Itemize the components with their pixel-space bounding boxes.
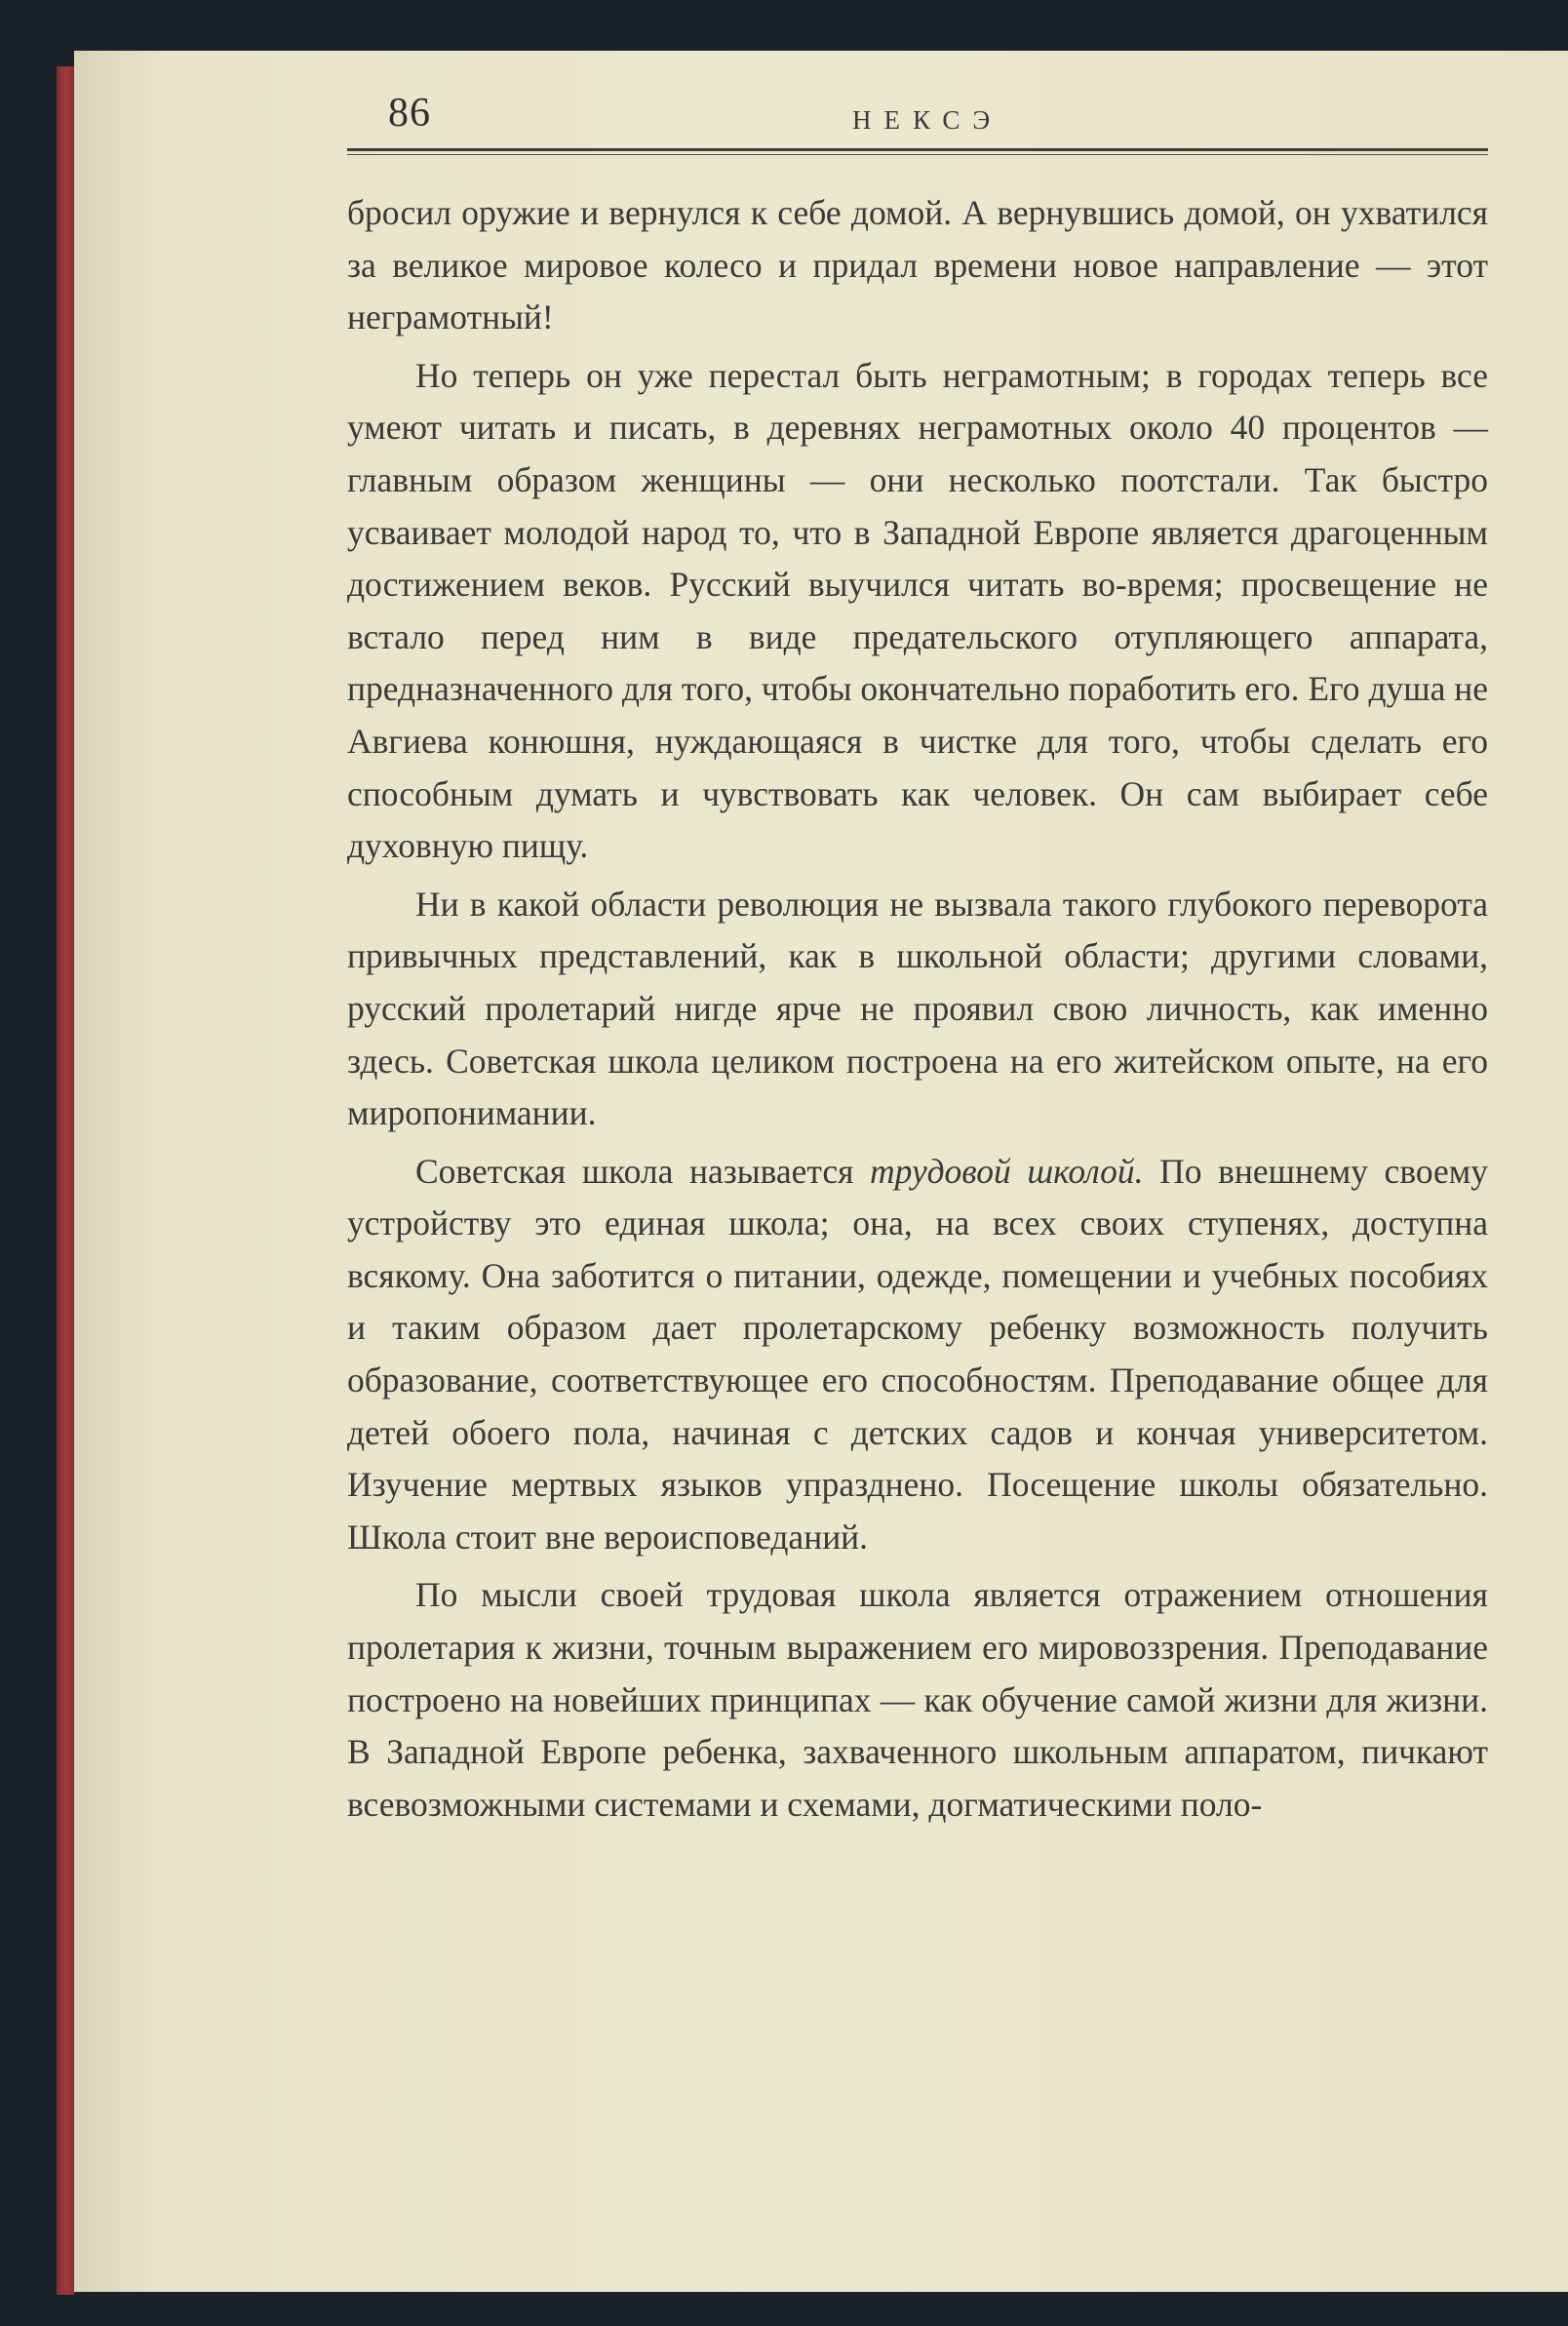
paragraph: По мысли своей трудовая школа является отражением отношения пролетария к жизни, точным выражением его мировоззрения. Преподавание построено на новейших принципах — как обучение самой жизни для жизни. В Западной Европе ребенка, захваченного школьным аппаратом, пичкают всевозможными системами и схемами, догматическими поло- xyxy=(347,1575,1488,1824)
paragraph: бросил оружие и вернулся к себе домой. А вернувшись домой, он ухватился за великое мировое колесо и придал времени новое направление — этот неграмотный! xyxy=(347,193,1488,337)
page-number: 86 xyxy=(388,91,431,136)
running-title: НЕКСЭ xyxy=(852,105,1003,135)
body-text xyxy=(347,187,1488,1836)
page-bottom-shadow xyxy=(74,2292,1568,2326)
paragraph-text: По внешнему своему устройству это единая школа; она, на всех своих ступенях, доступна всякому. Она заботится о питании, одежде, помещении и учебных пособиях и таким образом дает пролетарскому ребенку возможность получить образование, соответствующее его способностям. Преподавание общее для детей обоего пола, начиная с детских садов и кончая университетом. Изучение мертвых языков упразднено. Посещение школы обязательно. Школа стоит вне вероисповеданий. xyxy=(347,1151,1488,1557)
paragraph: Ни в какой области революция не вызвала такого глубокого переворота привычных представлений, как в школьной области; другими словами, русский пролетарий нигде ярче не проявил свою личность, как именно здесь. Советская школа целиком построена на его житейском опыте, на его миропонимании. xyxy=(347,884,1488,1133)
running-header xyxy=(275,90,1484,148)
italic-phrase: трудовой школой. xyxy=(870,1151,1144,1191)
paragraph xyxy=(347,1146,1488,1564)
paragraph-text: Советская школа называется xyxy=(415,1151,871,1191)
paragraph: Но теперь он уже перестал быть неграмотным; в городах теперь все умеют читать и писать, в деревнях неграмотных около 40 процентов — главным образом женщины — они несколько поотстали. Так быстро усваивает молодой народ то, что в Западной Европе является драгоценным достижением веков. Русский выучился читать во-время; просвещение не встало перед ним в виде предательского отупляющего аппарата, предназначенного для того, чтобы окончательно поработить его. Его душа не Авгиева конюшня, нуждающаяся в чистке для того, чтобы сделать его способным думать и чувствовать как человек. Он сам выбирает себе духовную пищу. xyxy=(347,355,1488,866)
header-double-rule xyxy=(347,148,1488,155)
